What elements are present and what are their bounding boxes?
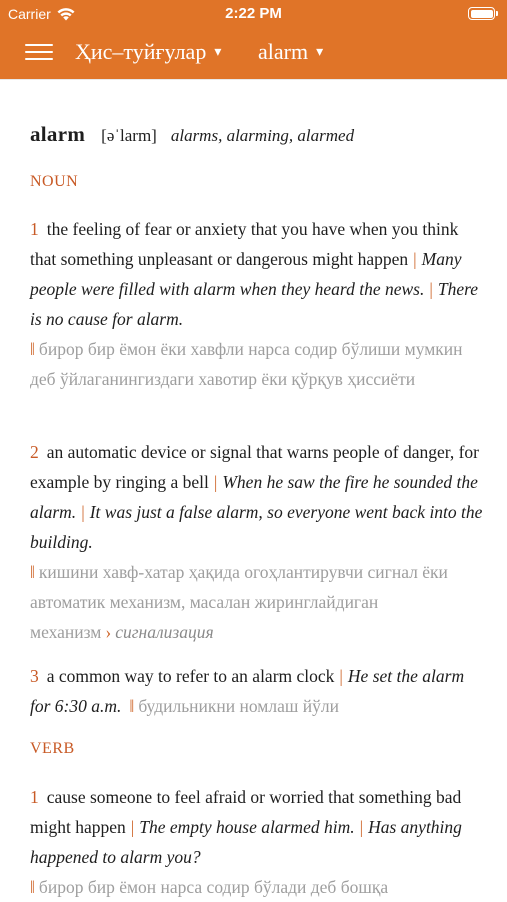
translation-marker: ‖ (30, 339, 35, 359)
category-label: Ҳис–туйғулар (75, 39, 207, 64)
translation: бирор бир ёмон ёки хавфли нарса содир бўлиши мумкин деб ўйлаганингиздаги хавотир ёки қўрқув ҳиссиёти (30, 339, 463, 389)
sense-definition: an automatic device or signal that warns people of danger, for example by ringing a bell (30, 442, 480, 492)
sense-noun-3 (30, 661, 485, 721)
translation: кишини хавф-хатар ҳақида огоҳлантирувчи сигнал ёки автоматик механизм, масалан жиринглайдиган механизм (30, 562, 448, 642)
translation-marker: ‖ (129, 696, 135, 716)
category-selector[interactable] (75, 39, 221, 65)
part-of-speech-noun: NOUN (30, 173, 79, 190)
carrier-label: Carrier (8, 6, 51, 22)
sense-verb-1 (30, 782, 485, 902)
translation-marker: ‖ (30, 877, 35, 897)
word-selector[interactable] (258, 39, 323, 65)
sense-number: 1 (30, 787, 39, 807)
separator: | (413, 249, 417, 269)
separator: | (213, 472, 218, 492)
chevron-down-icon: ▾ (214, 44, 222, 60)
menu-icon[interactable] (25, 41, 53, 63)
example: Has anything happened to alarm you? (30, 817, 462, 867)
sense-definition: cause someone to feel afraid or worried that something bad might happen (30, 787, 462, 837)
separator: | (429, 279, 433, 299)
top-bar (0, 0, 507, 79)
word-forms: alarms, alarming, alarmed (170, 126, 355, 145)
sense-number: 1 (30, 219, 39, 239)
headword-row (30, 122, 354, 147)
example: When he saw the fire he sounded the alarm. (30, 472, 478, 522)
chevron-down-icon: ▾ (316, 44, 324, 60)
sense-number: 3 (30, 666, 39, 686)
example: Many people were filled with alarm when they heard the news. (30, 249, 462, 299)
example: There is no cause for alarm. (30, 279, 479, 329)
battery-icon (468, 7, 495, 20)
word-label: alarm (258, 39, 309, 64)
status-time: 2:22 PM (225, 5, 282, 22)
translation: бирор бир ёмон нарса содир бўлади деб бошқа (38, 877, 389, 897)
status-bar (0, 0, 507, 28)
translation: будильникни номлаш йўли (138, 696, 339, 716)
sense-number: 2 (30, 442, 39, 462)
sense-definition: the feeling of fear or anxiety that you have when you think that something unpleasant or dangerous might happen (30, 219, 459, 269)
sense-definition: a common way to refer to an alarm clock (46, 666, 335, 686)
separator: | (339, 666, 343, 686)
sense-noun-1 (30, 214, 485, 394)
separator: | (359, 817, 364, 837)
headword: alarm (30, 122, 86, 146)
nav-bar (0, 28, 507, 79)
example: He set the alarm for 6:30 a.m. (30, 666, 465, 716)
translation-marker: ‖ (30, 562, 35, 582)
separator: | (81, 502, 85, 522)
pronunciation: [əˈlarm] (101, 126, 157, 145)
dictionary-entry (0, 79, 507, 900)
cross-reference-link[interactable]: сигнализация (115, 622, 214, 642)
cross-reference-arrow-icon: › (105, 622, 112, 642)
part-of-speech-verb: VERB (30, 740, 75, 757)
example: It was just a false alarm, so everyone went back into the building. (30, 502, 483, 552)
separator: | (130, 817, 135, 837)
example: The empty house alarmed him. (139, 817, 355, 837)
sense-noun-2 (30, 437, 485, 647)
